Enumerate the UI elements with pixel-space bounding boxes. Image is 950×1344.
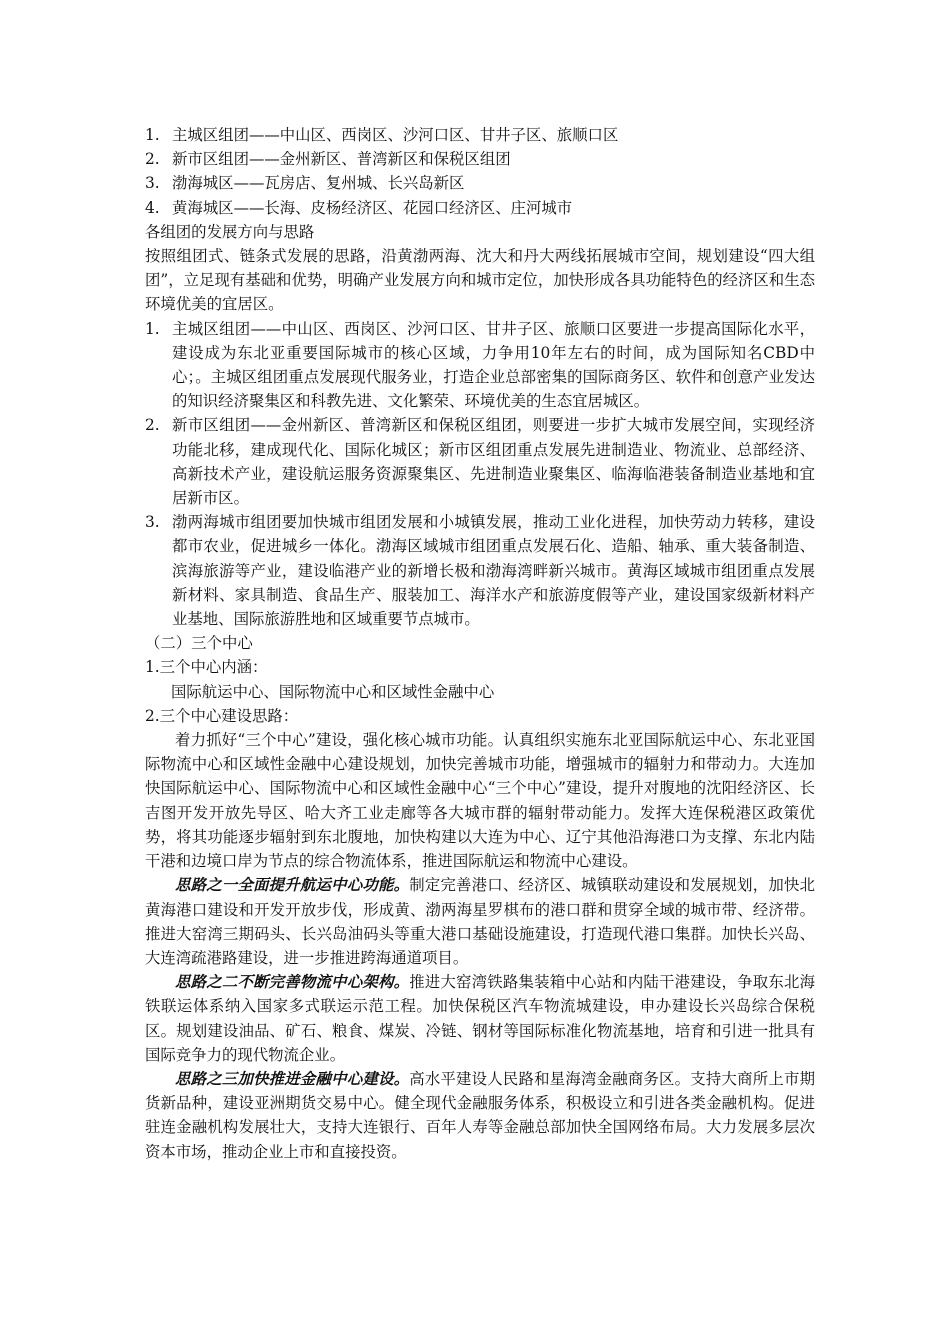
list-text: 主城区组团——中山区、西岗区、沙河口区、甘井子区、旅顺口区 (172, 126, 619, 144)
list-item (145, 123, 815, 147)
list-text: 渤两海城市组团要加快城市组团发展和小城镇发展，推动工业化进程，加快劳动力转移，建设都市农业，促进城乡一体化。渤海区域城市组团重点发展石化、造船、轴承、重大装备制造、滨海旅游等产业，建设临港产业的新增长极和渤海湾畔新兴城市。黄海区域城市组团重点发展新材料、家具制造、食品生产、服装加工、海洋水产和旅游度假等产业，建设国家级新材料产业基地、国际旅游胜地和区域重要节点城市。 (172, 513, 815, 629)
document-page (145, 123, 815, 1164)
list-text: 黄海城区——长海、皮杨经济区、花园口经济区、庄河城市 (172, 198, 573, 217)
idea-paragraph (145, 873, 815, 970)
idea-lead: 思路之三加快推进金融中心建设。 (175, 1069, 410, 1088)
list-number: 2. (145, 416, 160, 435)
idea-text: 推进大窑湾铁路集装箱中心站和内陆干港建设，争取东北海铁联运体系纳入国家多式联运示范工程。加快保税区汽车物流城建设，申办建设长兴岛综合保税区。规划建设油品、矿石、粮食、煤炭、冷链、钢材等国际标准化物流基地，培育和引进一批具有国际竞争力的现代物流企业。 (145, 973, 815, 1064)
list-text: 新市区组团——金州新区、普湾新区和保税区组团，则要进一步扩大城市发展空间，实现经济功能北移，建成现代化、国际化城区；新市区组团重点发展先进制造业、物流业、总部经济、高新技术产业，建设航运服务资源聚集区、先进制造业聚集区、临海临港装备制造业基地和宜居新市区。 (172, 416, 815, 508)
idea-text: 高水平建设人民路和星海湾金融商务区。支持大商所上市期货新品种，建设亚洲期货交易中心。健全现代金融服务体系，积极设立和引进各类金融机构。促进驻连金融机构发展壮大，支持大连银行、百年人寿等金融总部加快全国网络布局。大力发展多层次资本市场，推动企业上市和直接投资。 (145, 1069, 815, 1161)
list-item (145, 317, 815, 414)
list-item (145, 196, 815, 220)
subsection-title: 2.三个中心建设思路： (145, 706, 299, 725)
idea-lead: 思路之一全面提升航运中心功能。 (175, 876, 410, 895)
list-text: 新市区组团——金州新区、普湾新区和保税区组团 (172, 150, 511, 169)
detail-list (145, 317, 815, 632)
list-number: 4. (145, 198, 160, 217)
idea-paragraph (145, 970, 815, 1067)
list-number: 1. (145, 319, 160, 338)
idea-text: 制定完善港口、经济区、城镇联动建设和发展规划，加快北黄海港口建设和开发开放步伐，形成黄、渤两海星罗棋布的港口群和贯穿全域的城市带、经济带。推进大窑湾三期码头、长兴岛油码头等重大港口基础设施建设，打造现代港口集群。加快长兴岛、大连湾疏港路建设，进一步推进跨海通道项目。 (145, 876, 815, 967)
list-item (145, 171, 815, 195)
subsection-content: 国际航运中心、国际物流中心和区域性金融中心 (171, 682, 495, 701)
list-item (145, 147, 815, 171)
section-heading: 各组团的发展方向与思路 (145, 222, 315, 241)
list-number: 3. (145, 174, 160, 193)
list-text: 渤海城区——瓦房店、复州城、长兴岛新区 (172, 174, 465, 193)
list-number: 1. (145, 126, 160, 144)
main-paragraph: 着力抓好“三个中心”建设，强化核心城市功能。认真组织实施东北亚国际航运中心、东北亚国际物流中心和区域性金融中心建设规划，加快完善城市功能，增强城市的辐射力和带动力。大连加快国际航运中心、国际物流中心和区域性金融中心“三个中心”建设，提升对腹地的沈阳经济区、长吉图开发开放先导区、哈大齐工业走廊等各大城市群的辐射带动能力。发挥大连保税港区政策优势，将其功能逐步辐射到东北腹地，加快构建以大连为中心、辽宁其他沿海港口为支撑、东北内陆干港和边境口岸为节点的综合物流体系，推进国际航运和物流中心建设。 (145, 731, 815, 871)
list-text: 主城区组团——中山区、西岗区、沙河口区、甘井子区、旅顺口区要进一步提高国际化水平，建设成为东北亚重要国际城市的核心区域，力争用10年左右的时间，成为国际知名CBD中心；。主城区组团重点发展现代服务业，打造企业总部密集的国际商务区、软件和创意产业发达的知识经济聚集区和科教先进、文化繁荣、环境优美的生态宜居城区。 (172, 319, 815, 411)
intro-paragraph: 按照组团式、链条式发展的思路，沿黄渤两海、沈大和丹大两线拓展城市空间，规划建设“四大组团”，立足现有基础和优势，明确产业发展方向和城市定位，加快形成各具功能特色的经济区和生态环境优美的宜居区。 (145, 247, 815, 314)
idea-lead: 思路之二不断完善物流中心架构。 (175, 973, 410, 992)
idea-paragraph (145, 1067, 815, 1164)
list-number: 3. (145, 513, 160, 532)
section-title: （二）三个中心 (145, 634, 253, 653)
subsection-title: 1.三个中心内涵： (145, 658, 268, 677)
short-list (145, 123, 815, 220)
list-item (145, 413, 815, 510)
list-number: 2. (145, 150, 160, 169)
list-item (145, 510, 815, 631)
